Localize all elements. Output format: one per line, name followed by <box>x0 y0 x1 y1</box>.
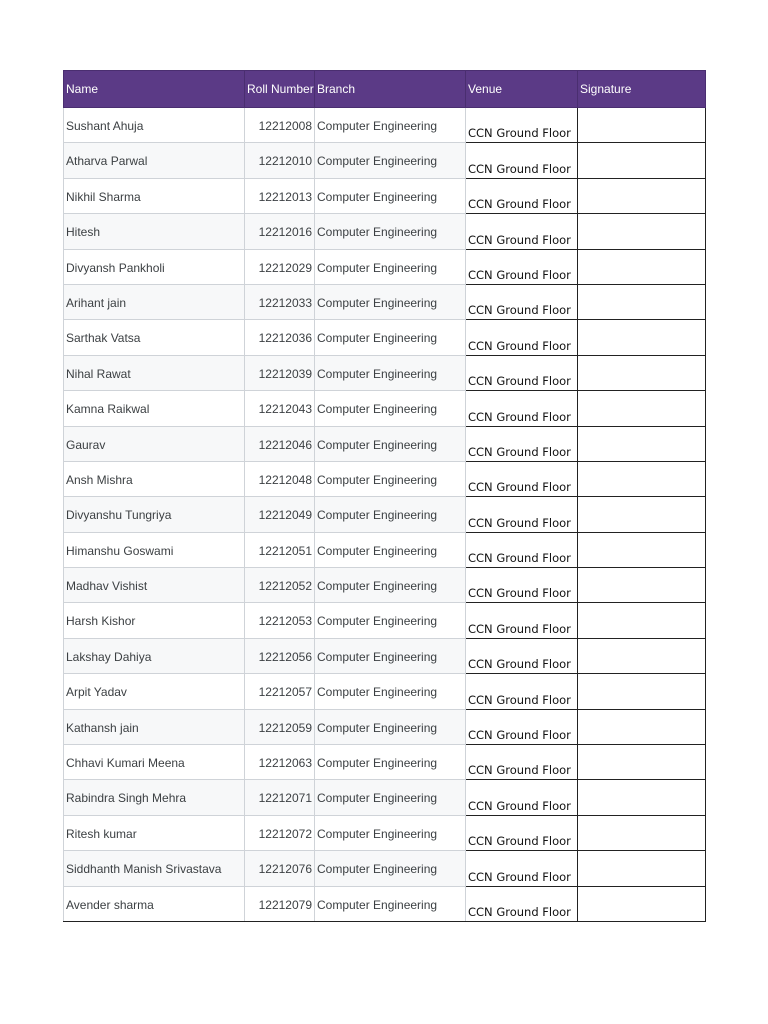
cell-roll-number: 12212033 <box>245 284 315 319</box>
table-row <box>64 497 706 532</box>
cell-branch: Computer Engineering <box>315 108 466 143</box>
cell-venue: CCN Ground Floor <box>466 674 578 709</box>
cell-venue: CCN Ground Floor <box>466 461 578 496</box>
cell-venue: CCN Ground Floor <box>466 886 578 921</box>
cell-venue: CCN Ground Floor <box>466 214 578 249</box>
cell-branch: Computer Engineering <box>315 426 466 461</box>
cell-roll-number: 12212029 <box>245 249 315 284</box>
table-row <box>64 745 706 780</box>
cell-venue: CCN Ground Floor <box>466 745 578 780</box>
cell-signature <box>578 780 706 815</box>
cell-roll-number: 12212072 <box>245 815 315 850</box>
cell-roll-number: 12212057 <box>245 674 315 709</box>
table-body <box>64 108 706 922</box>
cell-name: Chhavi Kumari Meena <box>64 745 245 780</box>
cell-venue: CCN Ground Floor <box>466 851 578 886</box>
cell-branch: Computer Engineering <box>315 320 466 355</box>
cell-branch: Computer Engineering <box>315 214 466 249</box>
cell-signature <box>578 143 706 178</box>
cell-venue: CCN Ground Floor <box>466 709 578 744</box>
cell-signature <box>578 461 706 496</box>
table-row <box>64 320 706 355</box>
cell-roll-number: 12212053 <box>245 603 315 638</box>
cell-signature <box>578 497 706 532</box>
table-row <box>64 638 706 673</box>
cell-roll-number: 12212052 <box>245 568 315 603</box>
cell-signature <box>578 745 706 780</box>
cell-roll-number: 12212049 <box>245 497 315 532</box>
cell-venue: CCN Ground Floor <box>466 391 578 426</box>
cell-name: Ansh Mishra <box>64 461 245 496</box>
cell-branch: Computer Engineering <box>315 284 466 319</box>
table-row <box>64 674 706 709</box>
cell-signature <box>578 815 706 850</box>
cell-name: Avender sharma <box>64 886 245 921</box>
cell-roll-number: 12212071 <box>245 780 315 815</box>
table-row <box>64 532 706 567</box>
cell-signature <box>578 284 706 319</box>
attendance-table <box>63 70 706 922</box>
cell-roll-number: 12212063 <box>245 745 315 780</box>
cell-name: Ritesh kumar <box>64 815 245 850</box>
header-roll-number: Roll Number <box>245 71 315 108</box>
cell-signature <box>578 709 706 744</box>
table-row <box>64 815 706 850</box>
cell-roll-number: 12212039 <box>245 355 315 390</box>
cell-name: Harsh Kishor <box>64 603 245 638</box>
cell-venue: CCN Ground Floor <box>466 426 578 461</box>
cell-venue: CCN Ground Floor <box>466 568 578 603</box>
cell-signature <box>578 249 706 284</box>
cell-venue: CCN Ground Floor <box>466 249 578 284</box>
cell-branch: Computer Engineering <box>315 532 466 567</box>
cell-name: Nikhil Sharma <box>64 178 245 213</box>
cell-name: Divyanshu Tungriya <box>64 497 245 532</box>
cell-roll-number: 12212059 <box>245 709 315 744</box>
cell-name: Kamna Raikwal <box>64 391 245 426</box>
cell-name: Divyansh Pankholi <box>64 249 245 284</box>
cell-venue: CCN Ground Floor <box>466 143 578 178</box>
table-row <box>64 214 706 249</box>
cell-roll-number: 12212008 <box>245 108 315 143</box>
cell-signature <box>578 355 706 390</box>
cell-branch: Computer Engineering <box>315 638 466 673</box>
cell-signature <box>578 391 706 426</box>
cell-branch: Computer Engineering <box>315 886 466 921</box>
cell-branch: Computer Engineering <box>315 461 466 496</box>
cell-branch: Computer Engineering <box>315 815 466 850</box>
cell-name: Atharva Parwal <box>64 143 245 178</box>
cell-venue: CCN Ground Floor <box>466 178 578 213</box>
cell-branch: Computer Engineering <box>315 143 466 178</box>
cell-venue: CCN Ground Floor <box>466 320 578 355</box>
cell-signature <box>578 886 706 921</box>
table-row <box>64 426 706 461</box>
cell-roll-number: 12212010 <box>245 143 315 178</box>
cell-roll-number: 12212043 <box>245 391 315 426</box>
cell-roll-number: 12212013 <box>245 178 315 213</box>
cell-venue: CCN Ground Floor <box>466 780 578 815</box>
table-row <box>64 603 706 638</box>
cell-name: Gaurav <box>64 426 245 461</box>
table-row <box>64 143 706 178</box>
cell-roll-number: 12212036 <box>245 320 315 355</box>
cell-venue: CCN Ground Floor <box>466 284 578 319</box>
cell-venue: CCN Ground Floor <box>466 638 578 673</box>
cell-name: Nihal Rawat <box>64 355 245 390</box>
table-row <box>64 461 706 496</box>
cell-signature <box>578 568 706 603</box>
cell-branch: Computer Engineering <box>315 391 466 426</box>
cell-roll-number: 12212056 <box>245 638 315 673</box>
cell-roll-number: 12212048 <box>245 461 315 496</box>
cell-branch: Computer Engineering <box>315 745 466 780</box>
cell-name: Arpit Yadav <box>64 674 245 709</box>
table-row <box>64 886 706 921</box>
header-branch: Branch <box>315 71 466 108</box>
cell-name: Rabindra Singh Mehra <box>64 780 245 815</box>
cell-name: Hitesh <box>64 214 245 249</box>
cell-roll-number: 12212046 <box>245 426 315 461</box>
cell-signature <box>578 603 706 638</box>
table-row <box>64 284 706 319</box>
header-name: Name <box>64 71 245 108</box>
table-row <box>64 780 706 815</box>
table-row <box>64 249 706 284</box>
cell-venue: CCN Ground Floor <box>466 603 578 638</box>
header-venue: Venue <box>466 71 578 108</box>
cell-signature <box>578 108 706 143</box>
cell-branch: Computer Engineering <box>315 851 466 886</box>
cell-venue: CCN Ground Floor <box>466 108 578 143</box>
cell-branch: Computer Engineering <box>315 497 466 532</box>
cell-signature <box>578 320 706 355</box>
cell-name: Lakshay Dahiya <box>64 638 245 673</box>
cell-branch: Computer Engineering <box>315 355 466 390</box>
table-row <box>64 178 706 213</box>
table-header <box>64 71 706 108</box>
header-signature: Signature <box>578 71 706 108</box>
cell-roll-number: 12212016 <box>245 214 315 249</box>
cell-signature <box>578 532 706 567</box>
cell-name: Sushant Ahuja <box>64 108 245 143</box>
cell-branch: Computer Engineering <box>315 249 466 284</box>
cell-roll-number: 12212079 <box>245 886 315 921</box>
cell-venue: CCN Ground Floor <box>466 532 578 567</box>
table-row <box>64 709 706 744</box>
cell-roll-number: 12212076 <box>245 851 315 886</box>
cell-signature <box>578 214 706 249</box>
cell-branch: Computer Engineering <box>315 603 466 638</box>
cell-name: Sarthak Vatsa <box>64 320 245 355</box>
cell-name: Madhav Vishist <box>64 568 245 603</box>
cell-branch: Computer Engineering <box>315 568 466 603</box>
table-row <box>64 568 706 603</box>
cell-signature <box>578 426 706 461</box>
cell-signature <box>578 178 706 213</box>
table-row <box>64 355 706 390</box>
cell-venue: CCN Ground Floor <box>466 497 578 532</box>
cell-venue: CCN Ground Floor <box>466 355 578 390</box>
cell-name: Arihant jain <box>64 284 245 319</box>
cell-branch: Computer Engineering <box>315 709 466 744</box>
cell-roll-number: 12212051 <box>245 532 315 567</box>
cell-branch: Computer Engineering <box>315 178 466 213</box>
header-row <box>64 71 706 108</box>
cell-venue: CCN Ground Floor <box>466 815 578 850</box>
cell-name: Kathansh jain <box>64 709 245 744</box>
cell-name: Himanshu Goswami <box>64 532 245 567</box>
table-row <box>64 851 706 886</box>
cell-name: Siddhanth Manish Srivastava <box>64 851 245 886</box>
cell-signature <box>578 638 706 673</box>
table-row <box>64 108 706 143</box>
table-row <box>64 391 706 426</box>
cell-signature <box>578 851 706 886</box>
cell-branch: Computer Engineering <box>315 780 466 815</box>
cell-signature <box>578 674 706 709</box>
cell-branch: Computer Engineering <box>315 674 466 709</box>
